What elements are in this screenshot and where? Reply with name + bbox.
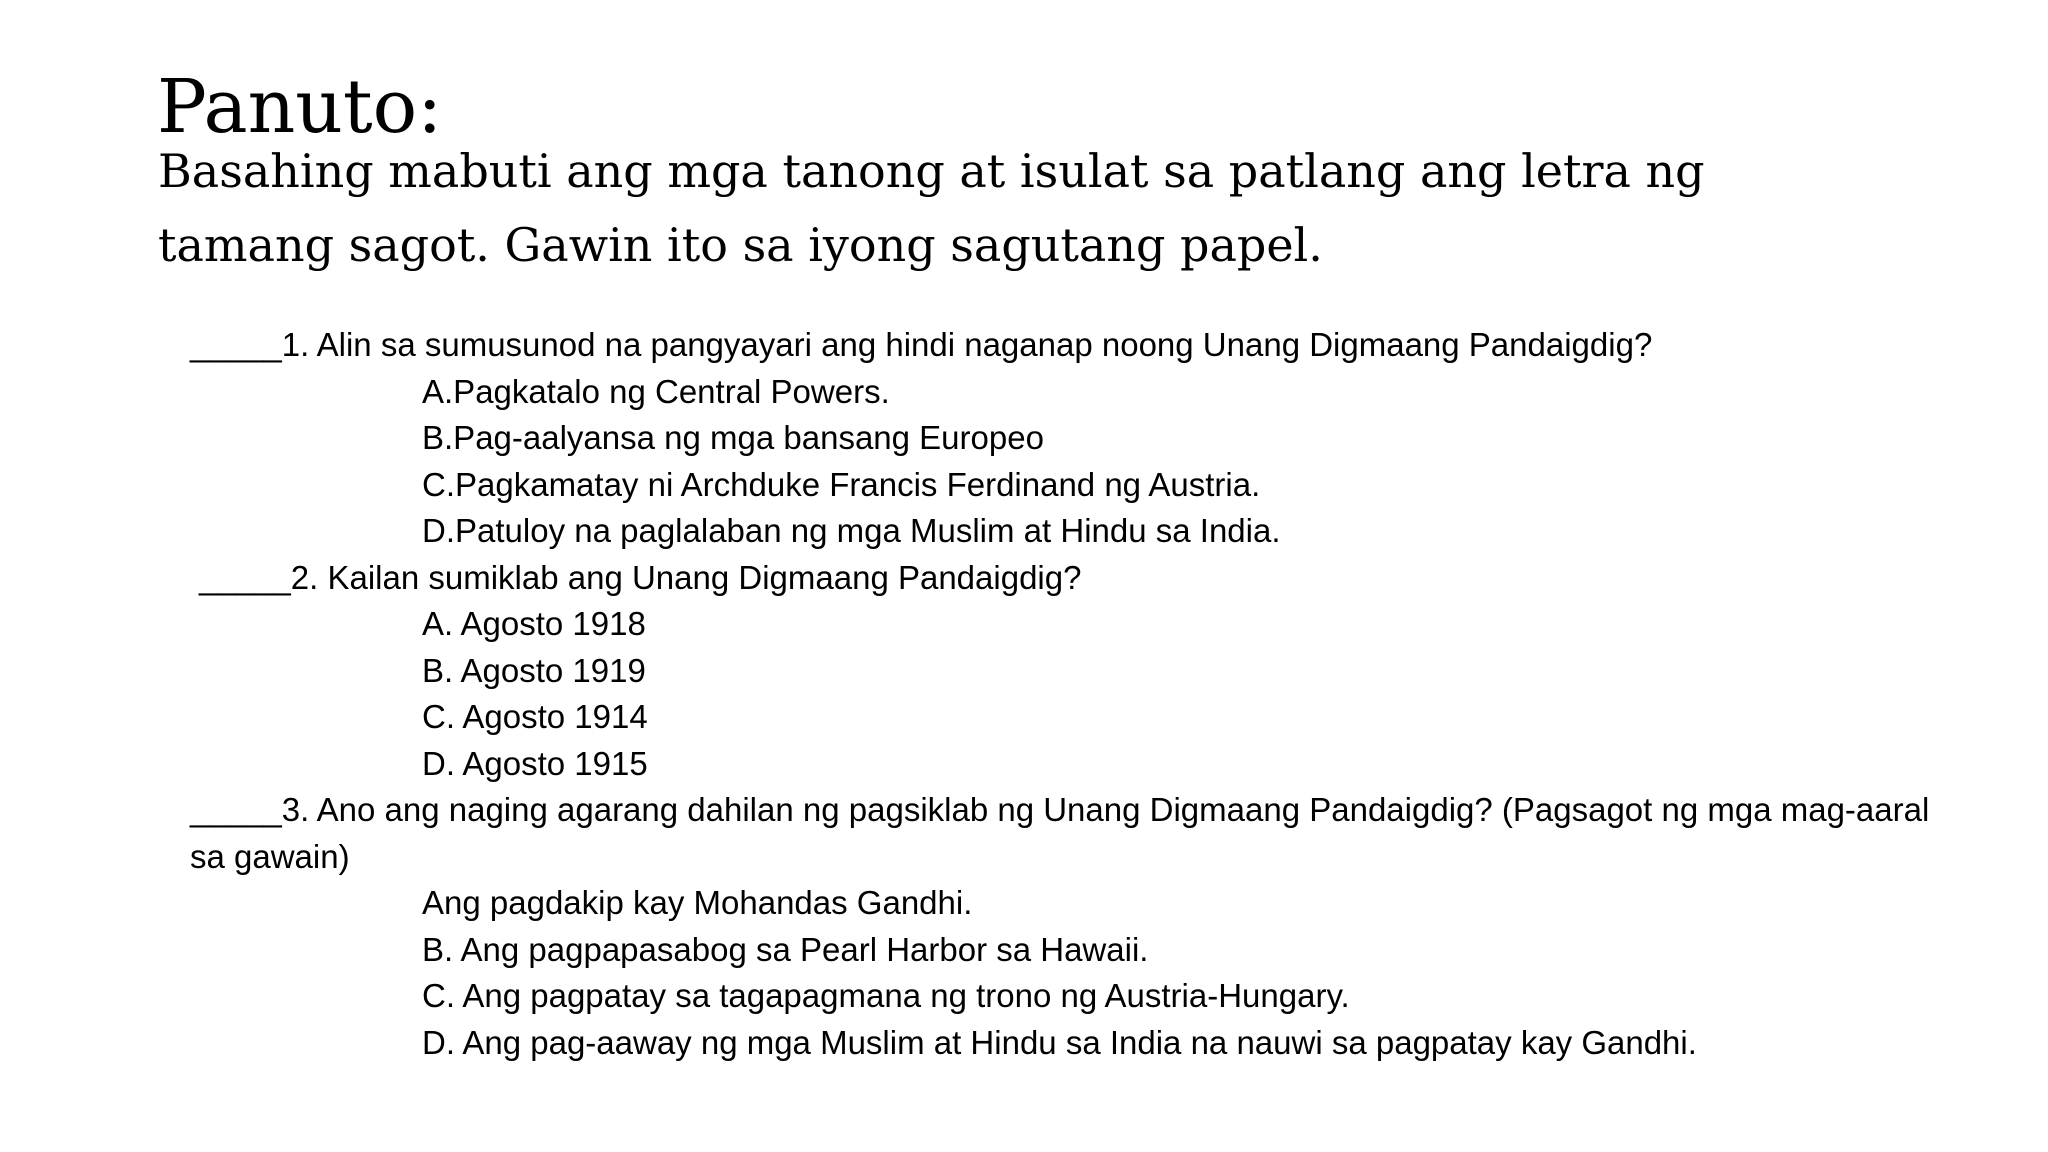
choice-d: D. Agosto 1915 bbox=[422, 744, 648, 782]
question-text: _____1. Alin sa sumusunod na pangyayari ang hindi naganap noong Unang Digmaang Pandaigdig? bbox=[190, 326, 1653, 363]
question-list bbox=[190, 322, 1950, 1066]
choice-c: C. Ang pagpatay sa tagapagmana ng trono ng Austria-Hungary. bbox=[422, 977, 1350, 1014]
choice-d: D. Ang pag-aaway ng mga Muslim at Hindu sa India na nauwi sa pagpatay kay Gandhi. bbox=[422, 1023, 1697, 1061]
question-1 bbox=[190, 322, 1950, 555]
choice-b: B.Pag-aalyansa ng mga bansang Europeo bbox=[422, 419, 1044, 456]
choice-a: A. Agosto 1918 bbox=[422, 605, 646, 642]
choice-c: C.Pagkamatay ni Archduke Francis Ferdinand ng Austria. bbox=[422, 465, 1261, 503]
question-text: _____3. Ano ang naging agarang dahilan ng pagsiklab ng Unang Digmaang Pandaigdig? (Pagsagot ng mga mag-aaral sa gawain) bbox=[190, 791, 1930, 875]
choice-d: D.Patuloy na paglalaban ng mga Muslim at Hindu sa India. bbox=[422, 512, 1281, 549]
instructions bbox=[158, 134, 1958, 282]
question-text: _____2. Kailan sumiklab ang Unang Digmaang Pandaigdig? bbox=[199, 558, 1082, 596]
question-3 bbox=[190, 787, 1950, 1066]
page-title: Panuto: bbox=[157, 64, 443, 150]
choice-b: B. Ang pagpapasabog sa Pearl Harbor sa Hawaii. bbox=[422, 930, 1149, 968]
instructions-line: tamang sagot. Gawin ito sa iyong sagutang papel. bbox=[158, 218, 1323, 272]
choice-a: Ang pagdakip kay Mohandas Gandhi. bbox=[422, 884, 973, 921]
choice-a: A.Pagkatalo ng Central Powers. bbox=[422, 372, 890, 410]
instructions-line: Basahing mabuti ang mga tanong at isulat sa patlang ang letra ng bbox=[158, 144, 1705, 198]
choice-c: C. Agosto 1914 bbox=[422, 698, 648, 735]
question-2 bbox=[190, 555, 1950, 788]
choice-b: B. Agosto 1919 bbox=[422, 651, 646, 689]
